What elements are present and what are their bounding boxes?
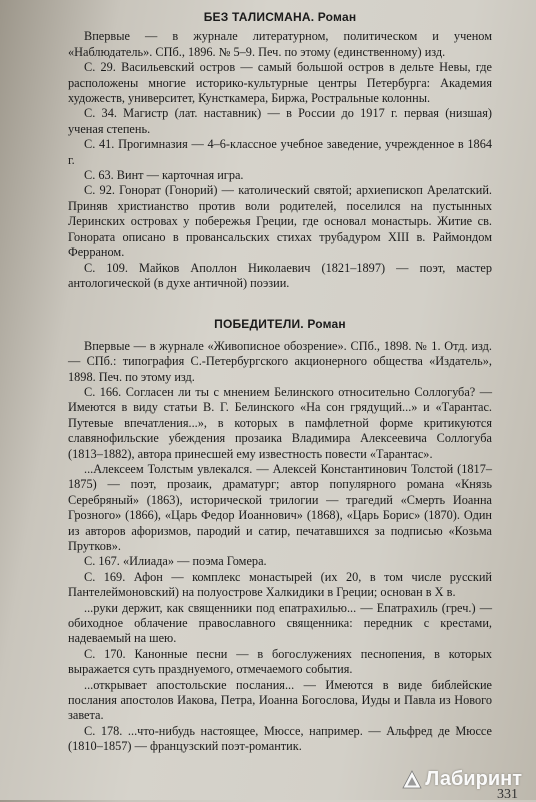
page-number: 331 xyxy=(497,786,518,802)
note-paragraph: ...Алексеем Толстым увлекался. — Алексей Константинович Толстой (1817–1875) — поэт, прозаик, драматург; автор популярного романа «Князь Серебряный» (1863), исторической трилогии — трагедий «Смерть Иоанна Грозного» (1866), «Царь Федор Иоаннович» (1868), «Царь Борис» (1870). Один из авторов афоризмов, пародий и сатир, печатавшихся за подписью «Козьма Прутков». xyxy=(68,461,492,553)
section-title-bez-talismana: БЕЗ ТАЛИСМАНА. Роман xyxy=(203,10,357,24)
note-paragraph: С. 34. Магистр (лат. наставник) — в России до 1917 г. первая (низшая) ученая степень. xyxy=(68,106,492,136)
note-paragraph: С. 63. Винт — карточная игра. xyxy=(84,168,244,183)
note-paragraph: Впервые — в журнале «Живописное обозрение». СПб., 1898. № 1. Отд. изд. — СПб.: типография С.-Петербургского акционерного общества «Издатель», 1898. Печ. по этому изд. xyxy=(68,338,492,384)
note-paragraph: С. 166. Согласен ли ты с мнением Белинского относительно Соллогуба? — Имеются в виду статьи В. Г. Белинского «На сон грядущий...» и «Тарантас. Путевые впечатления...», в которых в памфлетной форме критикуются славянофильские убеждения прозаика Владимира Алексеевича Соллогуба (1813–1882), автора принесшей ему известность повести «Тарантас». xyxy=(68,384,492,461)
section-title-pobediteli: ПОБЕДИТЕЛИ. Роман xyxy=(214,317,346,332)
note-paragraph: ...открывает апостольские послания... — Имеются в виде библейские послания апостолов Иакова, Петра, Иоанна Богослова, Иуды и Павла из Нового завета. xyxy=(68,677,492,723)
note-paragraph: С. 169. Афон — комплекс монастырей (их 20, в том числе русский Пантелеймоновский) на полуострове Халкидики в Греции; основан в X в. xyxy=(68,569,492,600)
labirint-watermark xyxy=(402,770,522,790)
watermark-text: Лабиринт xyxy=(425,768,522,791)
note-paragraph: С. 41. Прогимназия — 4–6-классное учебное заведение, учрежденное в 1864 г. xyxy=(68,137,492,167)
note-paragraph: С. 167. «Илиада» — поэма Гомера. xyxy=(84,554,267,569)
note-paragraph: С. 109. Майков Аполлон Николаевич (1821–1897) — поэт, мастер антологической (в духе античной) поэзии. xyxy=(68,260,492,290)
note-paragraph: Впервые — в журнале литературном, политическом и ученом «Наблюдатель». СПб., 1896. № 5–9. Печ. по этому (единственному) изд. xyxy=(68,29,492,59)
note-paragraph: ...руки держит, как священники под епатрахилью... — Епатрахиль (греч.) — обиходное облачение православного священника: передник с крестами, надеваемый на шею. xyxy=(68,600,492,646)
note-paragraph: С. 29. Васильевский остров — самый большой остров в дельте Невы, где расположены многие историко-культурные центры Петербурга: Академия художеств, университет, Кунсткамера, Биржа, Ростральные колонны. xyxy=(68,60,492,106)
note-paragraph: С. 170. Канонные песни — в богослужениях песнопения, в которых выражается суть празднуемого, отмечаемого события. xyxy=(68,646,492,677)
labirint-logo-icon xyxy=(402,770,422,790)
note-paragraph: С. 178. ...что-нибудь настоящее, Мюссе, например. — Альфред де Мюссе (1810–1857) — французский поэт-романтик. xyxy=(68,723,492,754)
note-paragraph: С. 92. Гонорат (Гонорий) — католический святой; архиепископ Арелатский. Приняв христианство против воли родителей, поселился на пустынных Леринских островах у побережья Греции, где основал монастырь. Житие св. Гонората описано в провансальских стихах трубадуром XIII в. Раймондом Ферраном. xyxy=(68,183,492,260)
